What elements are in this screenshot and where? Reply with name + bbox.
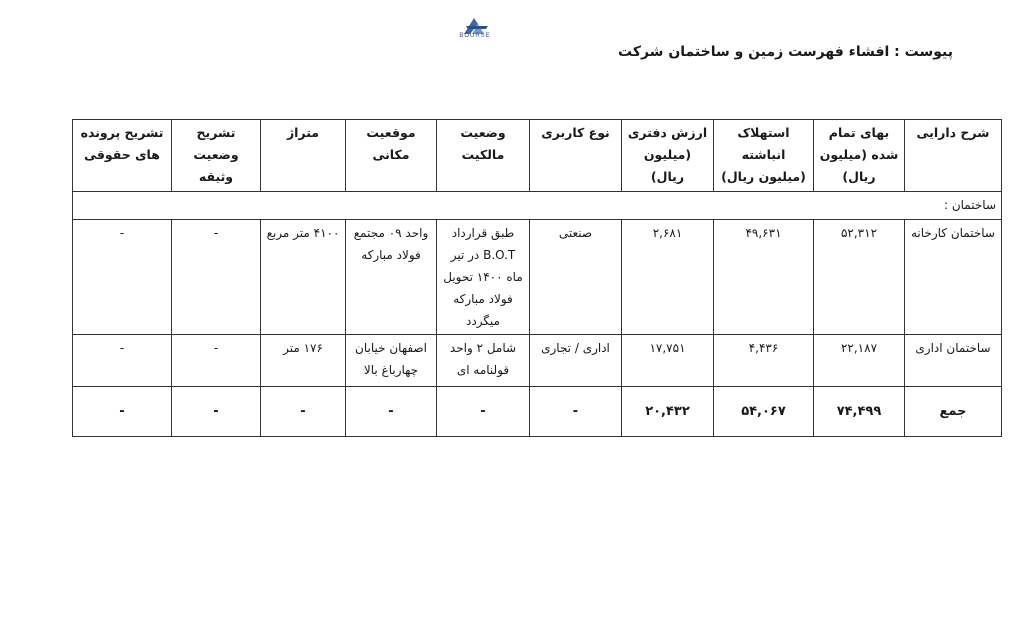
row-depreciation: ۴,۴۳۶ <box>714 335 814 387</box>
table-row <box>73 335 1002 387</box>
total-cost: ۷۴,۴۹۹ <box>814 387 905 437</box>
row-usage: صنعتی <box>530 220 622 335</box>
row-desc: ساختمان اداری <box>905 335 1002 387</box>
header-area: متراژ <box>261 120 346 192</box>
page-title: پیوست : افشاء فهرست زمین و ساختمان شرکت <box>618 44 953 60</box>
row-area: ۱۷۶ متر <box>261 335 346 387</box>
row-usage: اداری / تجاری <box>530 335 622 387</box>
total-row <box>73 387 1002 437</box>
row-cost: ۲۲,۱۸۷ <box>814 335 905 387</box>
total-usage: - <box>530 387 622 437</box>
header-depreciation: استهلاک انباشته (میلیون ریال) <box>714 120 814 192</box>
row-cost: ۵۲,۳۱۲ <box>814 220 905 335</box>
total-collateral: - <box>172 387 261 437</box>
total-label: جمع <box>905 387 1002 437</box>
bourse-logo <box>448 16 500 48</box>
row-desc: ساختمان کارخانه <box>905 220 1002 335</box>
logo-text: BOURSE <box>459 33 491 39</box>
total-depreciation: ۵۴,۰۶۷ <box>714 387 814 437</box>
section-label: ساختمان : <box>73 192 1002 220</box>
row-location: اصفهان خیابان چهارباغ بالا <box>346 335 437 387</box>
row-area: ۴۱۰۰ متر مربع <box>261 220 346 335</box>
header-location: موقعیت مکانی <box>346 120 437 192</box>
section-row <box>73 192 1002 220</box>
total-book-value: ۲۰,۴۳۲ <box>622 387 714 437</box>
header-asset-desc: شرح دارایی <box>905 120 1002 192</box>
row-ownership: شامل ۲ واحد قولنامه ای <box>437 335 530 387</box>
asset-table <box>72 119 1002 437</box>
row-legal: - <box>73 220 172 335</box>
header-legal: تشریح پرونده های حقوقی <box>73 120 172 192</box>
row-legal: - <box>73 335 172 387</box>
total-location: - <box>346 387 437 437</box>
header-book-value: ارزش دفتری (میلیون ریال) <box>622 120 714 192</box>
row-collateral: - <box>172 335 261 387</box>
row-ownership: طبق قرارداد B.O.T در تیر ماه ۱۴۰۰ تحویل فولاد مبارکه میگردد <box>437 220 530 335</box>
total-ownership: - <box>437 387 530 437</box>
table-row <box>73 220 1002 335</box>
header-ownership: وضعیت مالکیت <box>437 120 530 192</box>
header-row <box>73 120 1002 192</box>
row-depreciation: ۴۹,۶۳۱ <box>714 220 814 335</box>
total-legal: - <box>73 387 172 437</box>
header-collateral: تشریح وضعیت وثیقه <box>172 120 261 192</box>
row-location: واحد ۰۹ مجتمع فولاد مبارکه <box>346 220 437 335</box>
row-book-value: ۱۷,۷۵۱ <box>622 335 714 387</box>
row-book-value: ۲,۶۸۱ <box>622 220 714 335</box>
header-cost: بهای تمام شده (میلیون ریال) <box>814 120 905 192</box>
row-collateral: - <box>172 220 261 335</box>
total-area: - <box>261 387 346 437</box>
header-usage: نوع کاربری <box>530 120 622 192</box>
